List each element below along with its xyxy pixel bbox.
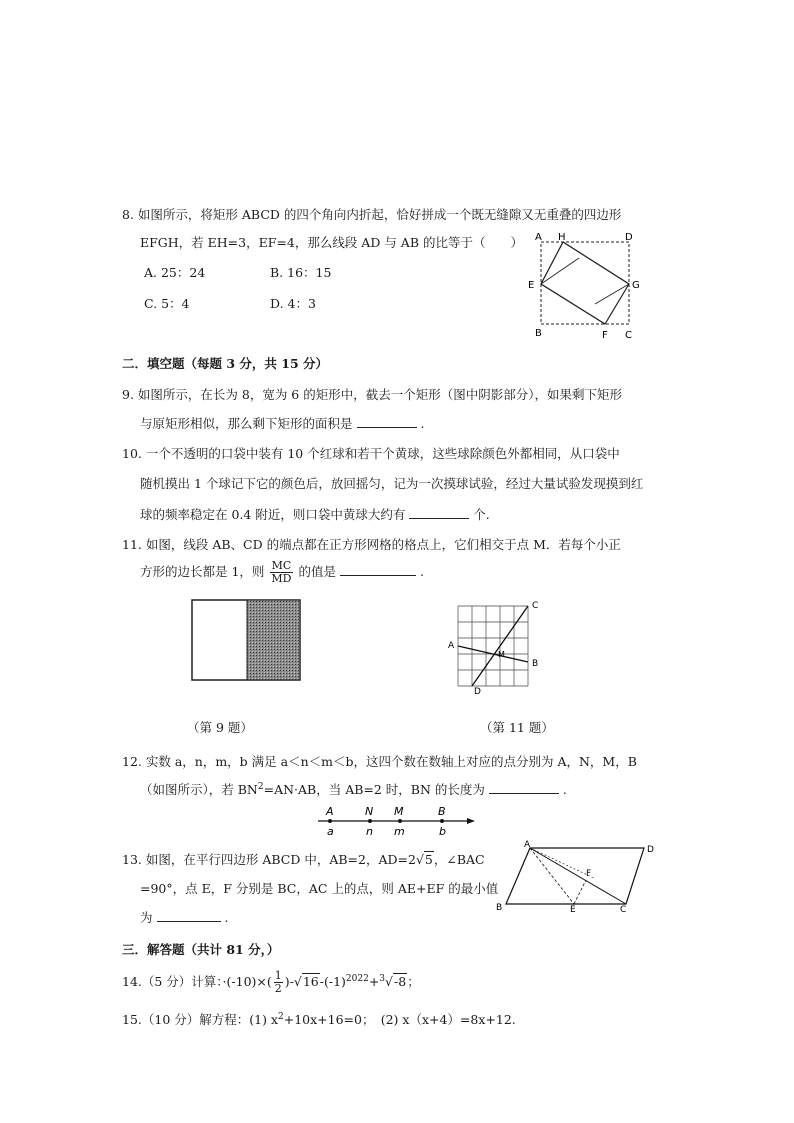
- q11-end: .: [419, 564, 424, 579]
- q10-line1: 10. 一个不透明的口袋中装有 10 个红球和若干个黄球，这些球除颜色外都相同，从口袋中: [122, 446, 620, 461]
- q12-point-n: [368, 819, 372, 823]
- q14-end: ；: [407, 974, 420, 989]
- q13-answer-blank[interactable]: [157, 909, 221, 922]
- q13-label-e: E: [570, 905, 576, 914]
- q12-sup: 2: [257, 781, 264, 792]
- q13-text-pre: 13. 如图，在平行四边形 ABCD 中，AB=2，AD=2: [122, 852, 416, 867]
- q10-line3: [140, 505, 490, 523]
- q13-label-f: F: [586, 869, 592, 879]
- q13-sqrt-sign: √: [415, 852, 424, 867]
- q8-figure: [525, 228, 645, 346]
- q12-label-a: a: [327, 825, 334, 838]
- q9-line1: 9. 如图所示，在长为 8，宽为 6 的矩形中，截去一个矩形（图中阴影部分），如果剩下矩形: [122, 387, 622, 402]
- q12-point-a: [328, 819, 332, 823]
- q13-text-post: ，∠BAC: [433, 852, 485, 867]
- q8-label-d: D: [625, 232, 633, 243]
- q8-label-h: H: [558, 232, 566, 243]
- q8-option-a: A. 25：24: [144, 265, 206, 280]
- q13-end: .: [224, 910, 229, 925]
- caption-fig11: （第 11 题）: [480, 720, 554, 735]
- q12-axis-arrow: [467, 818, 475, 824]
- q14-line: [122, 970, 420, 995]
- q10-line2: 随机摸出 1 个球记下它的颜色后，放回摇匀，记为一次摸球试验，经过大量试验发现摸到红: [140, 476, 644, 491]
- q12-number-line: [312, 802, 478, 838]
- q14-text-pre: 14.（5 分）计算：·(-10)×(: [122, 974, 272, 989]
- q8-fold-c: [595, 284, 629, 304]
- q12-label-A: A: [326, 805, 334, 818]
- q11-answer-blank[interactable]: [340, 563, 416, 576]
- q14-frac-den: 2: [274, 982, 282, 995]
- q8-fold-a: [541, 242, 563, 284]
- q15-sup: 2: [278, 1011, 284, 1022]
- q11-label-b: B: [532, 659, 539, 669]
- q8-option-c: C. 5：4: [144, 296, 190, 311]
- q9-answer-blank[interactable]: [357, 415, 417, 428]
- q12-answer-blank[interactable]: [489, 781, 559, 794]
- q12-label-n: n: [366, 825, 373, 838]
- q12-text-pre: （如图所示），若 BN: [140, 782, 258, 797]
- q11-line1: 11. 如图，线段 AB、CD 的端点都在正方形网格的格点上，它们相交于点 M．若每个小正: [122, 537, 621, 552]
- q14-sup: 2022: [345, 973, 369, 984]
- q8-option-b: B. 16：15: [270, 265, 332, 280]
- q13-label-a: A: [524, 840, 531, 850]
- q14-text-mid: )-: [284, 974, 294, 989]
- q14-frac-num: 1: [274, 969, 282, 982]
- section2-title: 二．填空题（每题 3 分，共 15 分）: [122, 356, 329, 371]
- q15-line: [122, 1010, 516, 1028]
- q8-option-d: D. 4：3: [270, 296, 316, 311]
- q13-segment-ae: [530, 848, 574, 904]
- q13-label-c: C: [620, 905, 627, 914]
- q12-end: .: [562, 782, 567, 797]
- q10-text: 球的频率稳定在 0.4 附近，则口袋中黄球大约有: [140, 507, 406, 522]
- q12-label-N: N: [365, 805, 374, 818]
- q12-label-b: b: [439, 825, 446, 838]
- q15-text-post: +10x+16=0； (2) x（x+4）=8x+12.: [283, 1012, 516, 1027]
- q11-frac-den: MD: [271, 572, 292, 585]
- q11-line2: [140, 560, 424, 585]
- q13-diagonal-ac: [530, 848, 626, 904]
- q11-figure: [446, 600, 546, 696]
- q8-label-a: A: [535, 232, 542, 243]
- q13-sqrt-value: 5: [424, 852, 433, 867]
- q13-segment-ef: [574, 880, 586, 904]
- q11-label-d: D: [474, 687, 481, 696]
- q14-cube-value: -8: [394, 974, 407, 989]
- q12-line2: [140, 780, 567, 798]
- q13-figure: [494, 838, 664, 914]
- q8-label-c: C: [625, 330, 632, 341]
- q14-cube-index: 3: [379, 973, 386, 984]
- q13-line3: [140, 908, 228, 926]
- q11-text-pre: 方形的边长都是 1，则: [140, 564, 265, 579]
- q9-shaded-rect: [247, 600, 300, 680]
- q9-line2: [140, 414, 424, 432]
- q12-text-post: =AN·AB，当 AB=2 时，BN 的长度为: [263, 782, 485, 797]
- q11-text-post: 的值是: [298, 564, 337, 579]
- q13-text: 为: [140, 910, 153, 925]
- q8-fold-b: [541, 258, 579, 284]
- q14-text-tail2: +: [368, 974, 380, 989]
- section3-title: 三．解答题（共计 81 分，）: [122, 942, 280, 957]
- q13-line2: =90°，点 E，F 分别是 BC，AC 上的点，则 AE+EF 的最小值: [140, 881, 499, 896]
- q11-label-c: C: [532, 601, 539, 611]
- q12-label-B: B: [438, 805, 446, 818]
- q8-label-b: B: [535, 328, 542, 339]
- q8-label-g: G: [632, 280, 640, 291]
- q12-point-b: [440, 819, 444, 823]
- q11-label-a: A: [448, 641, 455, 651]
- q9-figure: [190, 598, 302, 682]
- q8-line2: EFGH，若 EH=3，EF=4，那么线段 AD 与 AB 的比等于（ ）: [140, 235, 523, 250]
- q14-sqrt-value: 16: [302, 974, 319, 989]
- q8-fold-h: [563, 242, 629, 284]
- q13-label-d: D: [647, 845, 654, 855]
- q12-label-m: m: [394, 825, 405, 838]
- q14-cube-sign: √: [385, 974, 393, 989]
- q12-line1: 12. 实数 a，n，m，b 满足 a＜n＜m＜b，这四个数在数轴上对应的点分别为 A，N，M，B: [122, 754, 637, 769]
- q15-text-pre: 15.（10 分）解方程：(1) x: [122, 1012, 278, 1027]
- q13-line1: [122, 850, 485, 868]
- caption-fig9: （第 9 题）: [187, 720, 253, 735]
- q10-answer-blank[interactable]: [409, 506, 469, 519]
- q9-end: .: [420, 416, 425, 431]
- q12-label-M: M: [394, 805, 404, 818]
- q14-sqrt-sign: √: [293, 974, 302, 989]
- q11-frac-num: MC: [271, 559, 292, 572]
- q10-end: 个.: [473, 507, 490, 522]
- q11-label-m: M: [498, 650, 505, 659]
- q12-point-m: [398, 819, 402, 823]
- q11-fraction: [270, 560, 292, 585]
- q8-label-e: E: [528, 280, 535, 291]
- q8-line1: 8. 如图所示，将矩形 ABCD 的四个角向内折起，恰好拼成一个既无缝隙又无重叠的四边形: [122, 207, 622, 222]
- q14-text-tail1: -(-1): [319, 974, 346, 989]
- q9-text: 与原矩形相似，那么剩下矩形的面积是: [140, 416, 353, 431]
- q14-fraction: [274, 970, 283, 995]
- q8-label-f: F: [602, 330, 608, 341]
- q13-label-b: B: [496, 903, 503, 913]
